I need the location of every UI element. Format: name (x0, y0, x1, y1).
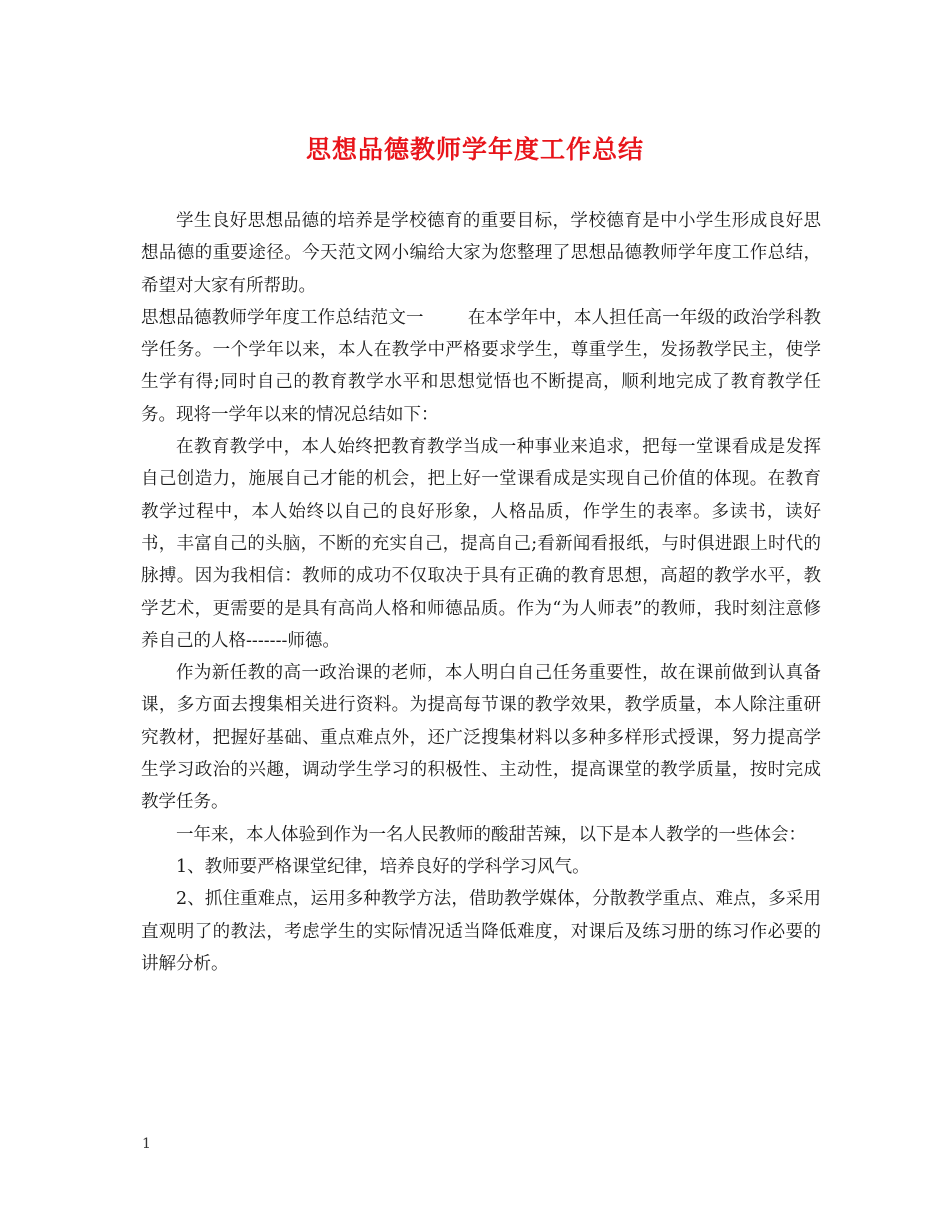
body-paragraph: 一年来，本人体验到作为一名人民教师的酸甜苦辣，以下是本人教学的一些体会： (176, 824, 806, 845)
section-heading: 思想品德教师学年度工作总结范文一 (141, 307, 424, 328)
intro-paragraph: 学生良好思想品德的培养是学校德育的重要目标，学校德育是中小学生形成良好思想品德的重要途径。今天范文网小编给大家为您整理了思想品德教师学年度工作总结，希望对大家有所帮助。 (141, 211, 821, 296)
document-title: 思想品德教师学年度工作总结 (305, 135, 644, 164)
list-item: 1、教师要严格课堂纪律，培养良好的学科学习风气。 (176, 856, 590, 877)
section-paragraph (141, 302, 821, 431)
section-opening: 在本学年中，本人担任高一年级的政治学科教学任务。一个学年以来，本人在教学中严格要求学生，尊重学生，发扬教学民主，使学生学有得;同时自己的教育教学水平和思想觉悟也不断提高，顺利地完成了教育教学任务。现将一学年以来的情况总结如下： (141, 307, 822, 425)
document-body (141, 205, 821, 980)
page-number: 1 (142, 1136, 151, 1152)
body-paragraph: 在教育教学中，本人始终把教育教学当成一种事业来追求，把每一堂课看成是发挥自己创造力，施展自己才能的机会，把上好一堂课看成是实现自己价值的体现。在教育教学过程中，本人始终以自己的良好形象，人格品质，作学生的表率。多读书，读好书，丰富自己的头脑，不断的充实自己，提高自己;看新闻看报纸，与时俱进跟上时代的脉搏。因为我相信：教师的成功不仅取决于具有正确的教育思想，高超的教学水平，教学艺术，更需要的是具有高尚人格和师德品质。作为“为人师表”的教师，我时刻注意修养自己的人格-------师德。 (141, 437, 821, 651)
body-paragraph: 作为新任教的高一政治课的老师，本人明白自己任务重要性，故在课前做到认真备课，多方面去搜集相关进行资料。为提高每节课的教学效果，教学质量，本人除注重研究教材，把握好基础、重点难点外，还广泛搜集材料以多种多样形式授课，努力提高学生学习政治的兴趣，调动学生学习的积极性、主动性，提高课堂的教学质量，按时完成教学任务。 (141, 663, 821, 813)
list-item: 2、抓住重难点，运用多种教学方法，借助教学媒体，分散教学重点、难点，多采用直观明了的教法，考虑学生的实际情况适当降低难度，对课后及练习册的练习作必要的讲解分析。 (141, 889, 821, 974)
